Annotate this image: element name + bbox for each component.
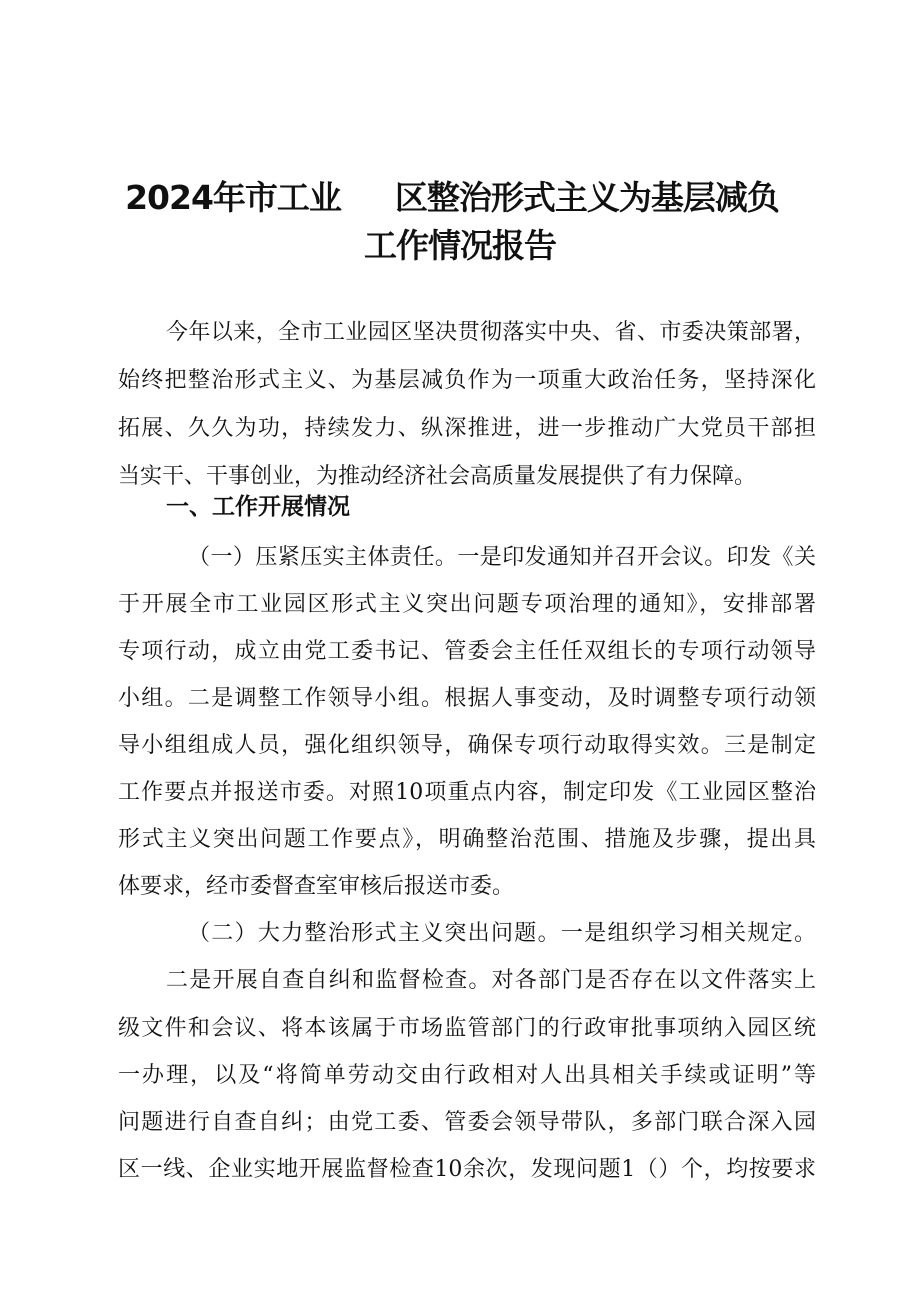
- intro-line: 当实干、干事创业，为推动经济社会高质量发展提供了有力保障。: [118, 464, 757, 489]
- title-part-1: 2024年市工业: [125, 178, 341, 217]
- title-part-2: 区整治形式主义为基层减负: [394, 178, 779, 217]
- sub2-heading-line: （二）大力整治形式主义突出问题。一是组织学习相关规定。: [188, 921, 816, 946]
- sub1-line: （一）压紧压实主体责任。一是印发通知并召开会议。印发《关: [188, 545, 816, 570]
- report-title-line-1: [0, 176, 912, 220]
- sub1-line: 专项行动，成立由党工委书记、管委会主任任双组长的专项行动领导: [118, 639, 816, 664]
- sub1-line: 工作要点并报送市委。对照10项重点内容，制定印发《工业园区整治: [118, 780, 816, 805]
- intro-line: 今年以来，全市工业园区坚决贯彻落实中央、省、市委决策部署，: [166, 320, 816, 345]
- sub1-line: 于开展全市工业园区形式主义突出问题专项治理的通知》，安排部署: [118, 592, 816, 617]
- sub2-line: 二是开展自查自纠和监督检查。对各部门是否存在以文件落实上: [166, 968, 816, 993]
- report-title-line-2: 工作情况报告: [364, 226, 556, 265]
- sub1-line: 形式主义突出问题工作要点》，明确整治范围、措施及步骤，提出具: [118, 827, 816, 852]
- sub1-line: 体要求，经市委督查室审核后报送市委。: [118, 874, 515, 899]
- sub2-line: 级文件和会议、将本该属于市场监管部门的行政审批事项纳入园区统: [118, 1016, 816, 1041]
- sub2-line: 一办理，以及“将简单劳动交由行政相对人出具相关手续或证明”等: [118, 1063, 816, 1088]
- sub1-line: 导小组组成人员，强化组织领导，确保专项行动取得实效。三是制定: [118, 733, 816, 758]
- section-1-heading: 一、工作开展情况: [166, 494, 350, 520]
- sub1-line: 小组。二是调整工作领导小组。根据人事变动，及时调整专项行动领: [118, 686, 816, 711]
- intro-line: 拓展、久久为功，持续发力、纵深推进，进一步推动广大党员干部担: [118, 416, 816, 441]
- sub2-line: 区一线、企业实地开展监督检查10余次，发现问题1（）个，均按要求: [118, 1157, 816, 1182]
- intro-line: 始终把整治形式主义、为基层减负作为一项重大政治任务，坚持深化: [118, 368, 816, 393]
- sub2-line: 问题进行自查自纠；由党工委、管委会领导带队，多部门联合深入园: [118, 1110, 816, 1135]
